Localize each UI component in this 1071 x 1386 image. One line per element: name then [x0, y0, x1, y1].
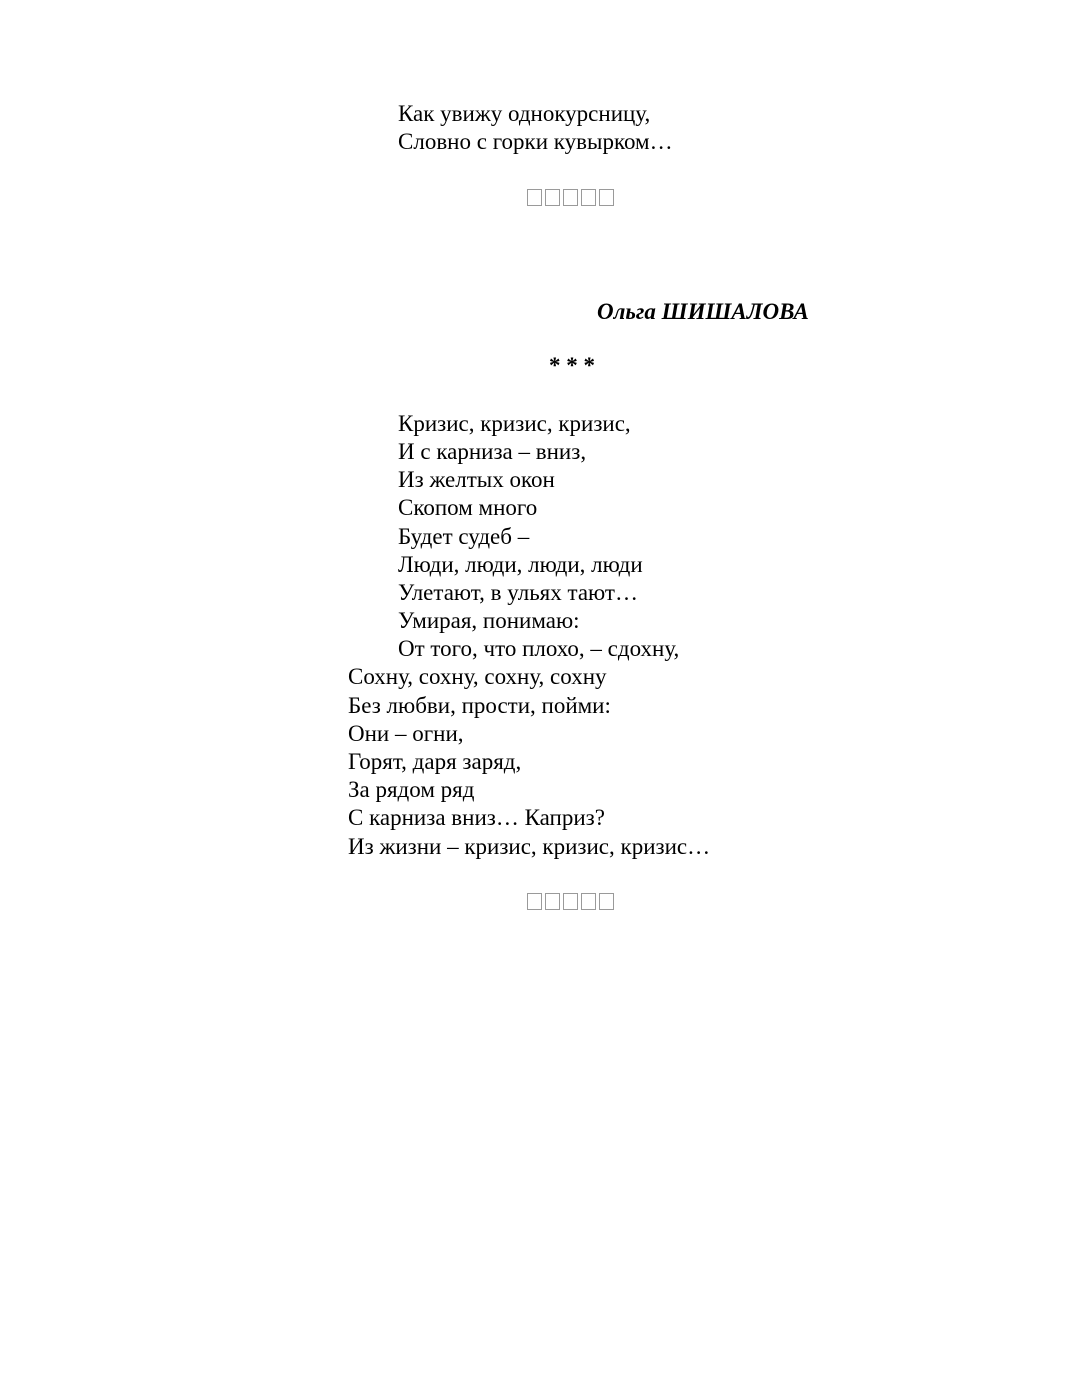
missing-glyph-icon — [599, 189, 614, 206]
poem-line: Они – огни, — [348, 721, 464, 746]
poem-line: Люди, люди, люди, люди — [398, 552, 643, 577]
poem-line: Без любви, прости, пойми: — [348, 693, 611, 718]
poem-title: * * * — [549, 353, 595, 378]
section-separator — [527, 893, 614, 913]
missing-glyph-icon — [581, 189, 596, 206]
poem-line: Улетают, в ульях тают… — [398, 580, 638, 605]
poem-line: Горят, даря заряд, — [348, 749, 522, 774]
poem-line: Словно с горки кувырком… — [398, 129, 673, 154]
missing-glyph-icon — [527, 893, 542, 910]
missing-glyph-icon — [581, 893, 596, 910]
poem-line: Как увижу однокурсницу, — [398, 101, 651, 126]
missing-glyph-icon — [599, 893, 614, 910]
section-separator — [527, 189, 614, 209]
missing-glyph-icon — [527, 189, 542, 206]
poem-line: Из желтых окон — [398, 467, 555, 492]
missing-glyph-icon — [563, 189, 578, 206]
poem-line: С карниза вниз… Каприз? — [348, 805, 605, 830]
author-name: Ольга ШИШАЛОВА — [597, 299, 809, 324]
poem-line: И с карниза – вниз, — [398, 439, 587, 464]
poem-line: Будет судеб – — [398, 524, 530, 549]
missing-glyph-icon — [563, 893, 578, 910]
missing-glyph-icon — [545, 893, 560, 910]
missing-glyph-icon — [545, 189, 560, 206]
poem-line: За рядом ряд — [348, 777, 475, 802]
poem-line: Скопом много — [398, 495, 538, 520]
poem-line: От того, что плохо, – сдохну, — [398, 636, 680, 661]
poem-line: Из жизни – кризис, кризис, кризис… — [348, 834, 711, 859]
poem-line: Умирая, понимаю: — [398, 608, 580, 633]
poem-line: Кризис, кризис, кризис, — [398, 411, 631, 436]
poem-line: Сохну, сохну, сохну, сохну — [348, 664, 607, 689]
